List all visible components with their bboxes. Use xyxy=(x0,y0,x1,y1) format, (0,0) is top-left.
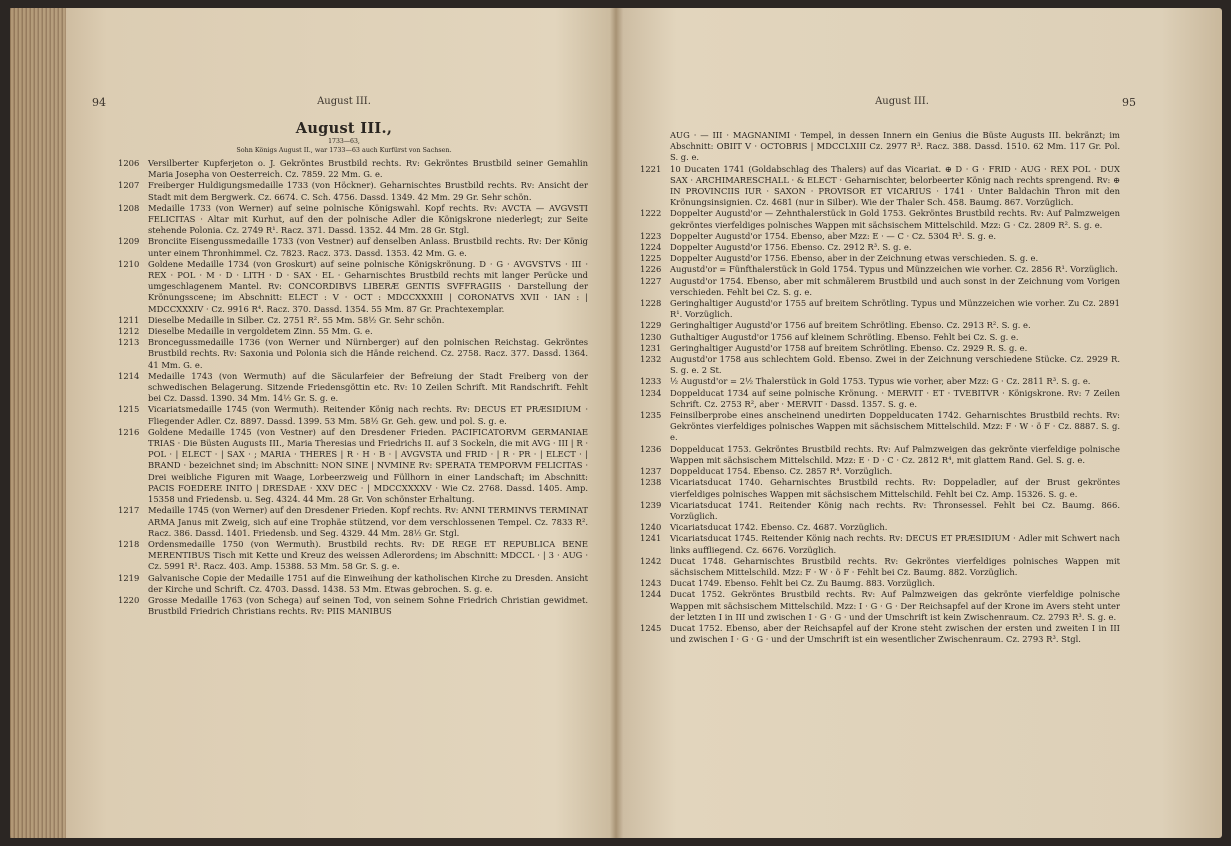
continued-entry-text: AUG · — III · MAGNANIMI · Tempel, in dessen Innern ein Genius die Büste Augusts III. bekränzt; im Abschnitt: OBIIT V · OCTOBRIS | MDCCLXIII Cz. 2977 R³. Racz. 388. Dassd. 1510. 62 Mm. 117 Gr. Pol. S. g. e. xyxy=(670,130,1120,163)
entry-text: 10 Ducaten 1741 (Goldabschlag des Thalers) auf das Vicariat. ⊕ D · G · FRID · AUG · REX POL · DUX SAX · ARCHIMARESCHALL · & ELECT · Geharnischter, belorbeerter König nach rechts sprengend. Rv: ⊕ IN PROVINCIIS IUR · SAXON · PROVISOR ET VICARIUS · 1741 · Unter Baldachin Thron mit den Krönungsinsignien. Cz. 4681 (nur in Silber). Wie der Thaler Sch. 458. Baumg. 867. Vorzüglich. xyxy=(670,163,1120,208)
catalogue-entry xyxy=(118,539,588,573)
entry-number: 1244 xyxy=(640,589,662,600)
entry-number: 1225 xyxy=(640,253,662,264)
entry-text: Ducat 1749. Ebenso. Fehlt bei Cz. Zu Baumg. 883. Vorzüglich. xyxy=(670,578,935,589)
catalogue-entry xyxy=(640,298,1120,320)
entry-number: 1222 xyxy=(640,208,662,219)
entry-number: 1218 xyxy=(118,538,140,549)
catalogue-entry xyxy=(640,533,1120,555)
catalogue-entry xyxy=(640,500,1120,522)
catalogue-entry xyxy=(640,376,1120,387)
section-title: August III., xyxy=(295,120,393,137)
entry-text: Broncegussmedaille 1736 (von Werner und Nürnberger) auf den polnischen Reichstag. Gekröntes Brustbild rechts. Rv: Saxonia und Polonia sich die Hände reichend. Cz. 2758. Racz. 377. Dassd. 1364. 41 Mm. G. e. xyxy=(148,337,588,370)
entry-number: 1221 xyxy=(640,163,662,174)
entry-text: Vicariatsducat 1740. Geharnischtes Brustbild rechts. Rv: Doppeladler, auf der Brust gekröntes vierfeldiges polnisches Wappen mit sächsischem Mittelschild. Fehlt bei Cz. Amp. 15326. S. g. e. xyxy=(670,477,1120,499)
catalogue-entry xyxy=(118,595,588,617)
entry-text: Ducat 1748. Geharnischtes Brustbild rechts. Rv: Gekröntes vierfeldiges polnisches Wappen mit sächsischem Mittelschild. Mzz: F · W · ö F · Fehlt bei Cz. Baumg. 882. Vorzüglich. xyxy=(670,555,1120,577)
entry-text: Freiberger Huldigungsmedaille 1733 (von Höckner). Geharnischtes Brustbild rechts. Rv: Ansicht der Stadt mit dem Bergwerk. Cz. 6674. C. Sch. 4756. Dassd. 1349. 42 Mm. 29 Gr. Sehr schön. xyxy=(148,180,588,202)
entry-number: 1216 xyxy=(118,426,140,437)
entry-text: Bronciite Eisengussmedaille 1733 (von Vestner) auf denselben Anlass. Brustbild rechts. Rv: Der König unter einem Thronhimmel. Cz. 7823. Racz. 373. Dassd. 1353. 42 Mm. G. e. xyxy=(148,236,588,258)
entry-number: 1215 xyxy=(118,404,140,415)
catalogue-entry xyxy=(640,343,1120,354)
catalogue-entry xyxy=(640,264,1120,275)
catalogue-entry xyxy=(118,337,588,371)
entry-text: Versilberter Kupferjeton o. J. Gekröntes Brustbild rechts. Rv: Gekröntes Brustbild seiner Gemahlin Maria Josepha von Oesterreich. Cz. 7859. 22 Mm. G. e. xyxy=(148,158,588,180)
entry-text: Medaille 1745 (von Werner) auf den Dresdener Frieden. Kopf rechts. Rv: ANNI TERMINVS TERMINAT ARMA Janus mit Zweig, sich auf eine Trophäe stützend, vor dem verschlossenen Tempel. Cz. 7833 R². Racz. 386. Dassd. 1401. Friedensb. und Seg. 4329. 44 Mm. 28½ Gr. Stgl. xyxy=(148,505,588,538)
catalogue-entry xyxy=(118,158,588,180)
left-page xyxy=(70,8,618,838)
entry-number: 1213 xyxy=(118,337,140,348)
entry-text: Medaille 1733 (von Werner) auf seine polnische Königswahl. Kopf rechts. Rv: AVCTA — AVGVSTI FELICITAS · Altar mit Kurhut, auf den der polnische Adler die Königskrone niederlegt; zur Seite stehende Polonia. Cz. 2749 R¹. Racz. 371. Dassd. 1352. 44 Mm. 28 Gr. Stgl. xyxy=(148,202,588,236)
entry-number: 1214 xyxy=(118,370,140,381)
entry-text: Doppelter Augustd'or 1756. Ebenso. Cz. 2912 R³. S. g. e. xyxy=(670,242,912,253)
entry-number: 1232 xyxy=(640,354,662,365)
entry-text: Doppelter Augustd'or 1754. Ebenso, aber Mzz: E · — C · Cz. 5304 R³. S. g. e. xyxy=(670,230,997,241)
entry-text: Galvanische Copie der Medaille 1751 auf die Einweihung der katholischen Kirche zu Dresden. Ansicht der Kirche und Schrift. Cz. 4703. Dassd. 1438. 53 Mm. Etwas gebrochen. S. g. e. xyxy=(148,572,588,594)
entry-number: 1243 xyxy=(640,578,662,589)
entry-text: Augustd'or = Fünfthalerstück in Gold 1754. Typus und Münzzeichen wie vorher. Cz. 2856 R¹. Vorzüglich. xyxy=(670,264,1118,275)
catalogue-entry xyxy=(118,236,588,258)
catalogue-entry xyxy=(640,556,1120,578)
entry-number: 1210 xyxy=(118,258,140,269)
entry-text: Vicariatsmedaille 1745 (von Wermuth). Reitender König nach rechts. Rv: DECUS ET PRÆSIDIUM · Fliegender Adler. Cz. 8897. Dassd. 1399. 53 Mm. 58½ Gr. Geh. gew. und pol. S. g. e. xyxy=(148,404,588,426)
catalogue-entry xyxy=(640,276,1120,298)
catalogue-entry xyxy=(640,466,1120,477)
entry-text: Dieselbe Medaille in Silber. Cz. 2751 R². 55 Mm. 58½ Gr. Sehr schön. xyxy=(148,314,445,325)
entry-number: 1209 xyxy=(118,236,140,247)
entry-text: Dieselbe Medaille in vergoldetem Zinn. 55 Mm. G. e. xyxy=(148,326,373,337)
catalogue-entry xyxy=(640,444,1120,466)
catalogue-entry xyxy=(640,477,1120,499)
entry-text: Doppelducat 1754. Ebenso. Cz. 2857 R⁴. Vorzüglich. xyxy=(670,466,893,477)
page-edges xyxy=(10,8,66,838)
entry-text: Doppelducat 1753. Gekröntes Brustbild rechts. Rv: Auf Palmzweigen das gekrönte vierfeldige polnische Wappen mit sächsischem Mittelschild. Mzz: E · D · C · Cz. 2812 R⁴, mit glattem Rand. Gel. S. g. e. xyxy=(670,443,1120,465)
entry-number: 1212 xyxy=(118,326,140,337)
entry-text: Guthaltiger Augustd'or 1756 auf kleinem Schrötling. Ebenso. Fehlt bei Cz. S. g. e. xyxy=(670,331,1019,342)
catalogue-entry xyxy=(118,573,588,595)
entry-text: Doppelter Augustd'or — Zehnthalerstück in Gold 1753. Gekröntes Brustbild rechts. Rv: Auf Palmzweigen gekröntes vierfeldiges polnisches Wappen mit sächsischem Mittelschild. Mzz: G · Cz. 2809 R². S. g. e. xyxy=(670,208,1120,230)
catalogue-entry xyxy=(640,589,1120,623)
entry-number: 1219 xyxy=(118,572,140,583)
catalogue-entry xyxy=(640,253,1120,264)
entry-number: 1241 xyxy=(640,533,662,544)
catalogue-entry xyxy=(118,259,588,315)
entry-number: 1217 xyxy=(118,505,140,516)
entry-number: 1228 xyxy=(640,298,662,309)
catalogue-entry xyxy=(640,208,1120,230)
catalogue-entry xyxy=(118,505,588,539)
catalogue-entry xyxy=(118,315,588,326)
catalogue-entry xyxy=(118,371,588,405)
entry-number: 1224 xyxy=(640,242,662,253)
entry-text: Ducat 1752. Gekröntes Brustbild rechts. Rv: Auf Palmzweigen das gekrönte vierfeldige polnische Wappen mit sächsischem Mittelschild. Mzz: I · G · G · Der Reichsapfel auf der Krone im Avers steht unter der letzten I in III und zwischen I · G · G · und der Umschrift ist kein Zwischenraum. Cz. 2793 R³. S. g. e. xyxy=(670,589,1120,622)
catalogue-entry xyxy=(640,578,1120,589)
entry-text: Augustd'or 1758 aus schlechtem Gold. Ebenso. Zwei in der Zeichnung verschiedene Stücke. Cz. 2929 R. S. g. e. 2 St. xyxy=(670,354,1120,376)
catalogue-entry xyxy=(640,231,1120,242)
entry-text: Ordensmedaille 1750 (von Wermuth). Brustbild rechts. Rv: DE REGE ET REPUBLICA BENE MERENTIBUS Tisch mit Kette und Kreuz des weissen Adlerordens; im Abschnitt: MDCCL · | 3 · AUG · Cz. 5991 R¹. Racz. 403. Amp. 15388. 53 Mm. 58 Gr. S. g. e. xyxy=(148,538,588,572)
entry-number: 1226 xyxy=(640,264,662,275)
catalogue-entry xyxy=(640,332,1120,343)
section-dates: 1733—63, xyxy=(328,138,360,145)
entry-number: 1234 xyxy=(640,387,662,398)
catalogue-entry xyxy=(118,404,588,426)
section-subtitle: Sohn Königs August II., war 1733—63 auch Kurfürst von Sachsen. xyxy=(236,146,452,154)
entry-text: ½ Augustd'or = 2½ Thalerstück in Gold 1753. Typus wie vorher, aber Mzz: G · Cz. 2811 R³. S. g. e. xyxy=(670,376,1091,387)
entry-number: 1235 xyxy=(640,410,662,421)
entry-number: 1236 xyxy=(640,443,662,454)
entry-text: Doppelducat 1734 auf seine polnische Krönung. · MERVIT · ET · TVEBITVR · Königskrone. Rv: 7 Zeilen Schrift. Cz. 2753 R², aber · MERVIT · Dassd. 1357. S. g. e. xyxy=(670,387,1120,409)
catalogue-entries xyxy=(640,130,1120,645)
entry-number: 1207 xyxy=(118,180,140,191)
catalogue-entry xyxy=(640,410,1120,444)
entry-number: 1238 xyxy=(640,477,662,488)
entry-number: 1231 xyxy=(640,342,662,353)
catalogue-entry xyxy=(640,320,1120,331)
catalogue-entries xyxy=(118,158,588,617)
entry-number: 1230 xyxy=(640,331,662,342)
right-page xyxy=(622,8,1214,838)
catalogue-entry xyxy=(640,522,1120,533)
entry-text: Medaille 1743 (von Wermuth) auf die Säcularfeier der Befreiung der Stadt Freiberg von der schwedischen Belagerung. Sitzende Friedensgöttin etc. Rv: 10 Zeilen Schrift. Mit Randschrift. Fehlt bei Cz. Dassd. 1390. 34 Mm. 14½ Gr. S. g. e. xyxy=(148,370,588,404)
catalogue-entry xyxy=(118,326,588,337)
entry-text: Geringhaltiger Augustd'or 1756 auf breitem Schrötling. Ebenso. Cz. 2913 R². S. g. e. xyxy=(670,320,1031,331)
page-number: 94 xyxy=(92,96,106,109)
entry-text: Ducat 1752. Ebenso, aber der Reichsapfel auf der Krone steht zwischen der ersten und zweiten I in III und zwischen I · G · G · und der Umschrift ist ein wesentlicher Zwischenraum. Cz. 2793 R³. Stgl. xyxy=(670,622,1120,645)
entry-text: Grosse Medaille 1763 (von Schega) auf seinen Tod, von seinem Sohne Friedrich Christian gewidmet. Brustbild Friedrich Christians rechts. Rv: PIIS MANIBUS xyxy=(148,594,588,617)
entry-number: 1245 xyxy=(640,622,662,633)
entry-number: 1233 xyxy=(640,376,662,387)
entry-number: 1208 xyxy=(118,202,140,213)
catalogue-entry xyxy=(118,427,588,505)
entry-number: 1229 xyxy=(640,320,662,331)
entry-text: Geringhaltiger Augustd'or 1755 auf breitem Schrötling. Typus und Münzzeichen wie vorher. Zu Cz. 2891 R¹. Vorzüglich. xyxy=(670,298,1120,320)
catalogue-entry xyxy=(640,242,1120,253)
entry-text: Geringhaltiger Augustd'or 1758 auf breitem Schrötling. Ebenso. Cz. 2929 R. S. g. e. xyxy=(670,342,1028,353)
entry-text: Vicariatsducat 1741. Reitender König nach rechts. Rv: Thronsessel. Fehlt bei Cz. Baumg. 866. Vorzüglich. xyxy=(670,499,1120,521)
entry-number: 1239 xyxy=(640,499,662,510)
entry-number: 1223 xyxy=(640,230,662,241)
entry-text: Goldene Medaille 1734 (von Groskurt) auf seine polnische Königskrönung. D · G · AVGVSTVS · III · REX · POL · M · D · LITH · D · SAX · EL · Geharnischtes Brustbild rechts mit langer Perücke und umgeschlagenem Mantel. Rv: CONCORDIBVS LIBERÆ GENTIS SVFFRAGIIS · Darstellung der Krönungsscene; im Abschnitt: ELECT : V · OCT : MDCCXXXIII | CORONATVS XVII · IAN : | MDCCXXXIV · Cz. 9916 R⁴. Racz. 370. Dassd. 1354. 55 Mm. 87 Gr. Prachtexemplar. xyxy=(148,258,588,314)
running-head: August III. xyxy=(875,96,929,107)
entry-text: Augustd'or 1754. Ebenso, aber mit schmälerem Brustbild und auch sonst in der Zeichnung vom Vorigen verschieden. Fehlt bei Cz. S. g. e. xyxy=(670,275,1120,297)
catalogue-entry xyxy=(640,623,1120,645)
entry-number: 1237 xyxy=(640,466,662,477)
entry-text: Goldene Medaille 1745 (von Vestner) auf den Dresdener Frieden. PACIFICATORVM GERMANIAE TRIAS · Die Büsten Augusts III., Maria Theresias und Friedrichs II. auf 3 Sockeln, die mit AVG · III | R · POL · | ELECT · | SAX · ; MARIA · THERES | R · H · B · | AVGVSTA und FRID · | R · PR · | ELECT · | BRAND · bezeichnet sind; im Abschnitt: NON SINE | NVMINE Rv: SPERATA TEMPORVM FELICITAS · Drei weibliche Figuren mit Waage, Lorbeerzweig und Füllhorn in einer Landschaft; im Abschnitt: PACIS FOEDERE INITO | DRESDAE · XXV DEC · | MDCCXXXXV · Wie Cz. 2768. Dassd. 1405. Amp. 15358 und Friedensb. u. Seg. 4324. 44 Mm. 28 Gr. Von schönster Erhaltung. xyxy=(148,426,588,505)
catalogue-entry xyxy=(118,203,588,237)
page-number: 95 xyxy=(1122,96,1136,109)
catalogue-entry xyxy=(640,164,1120,209)
catalogue-entry xyxy=(118,180,588,202)
entry-number: 1206 xyxy=(118,158,140,168)
catalogue-entry xyxy=(640,388,1120,410)
entry-text: Vicariatsducat 1745. Reitender König nach rechts. Rv: DECUS ET PRÆSIDIUM · Adler mit Schwert nach links auffliegend. Cz. 6676. Vorzüglich. xyxy=(670,533,1120,555)
book-spread xyxy=(10,8,1222,838)
entry-number: 1242 xyxy=(640,555,662,566)
entry-number: 1220 xyxy=(118,594,140,605)
entry-text: Vicariatsducat 1742. Ebenso. Cz. 4687. Vorzüglich. xyxy=(670,522,888,533)
entry-number: 1211 xyxy=(118,314,140,325)
entry-text: Doppelter Augustd'or 1756. Ebenso, aber in der Zeichnung etwas verschieden. S. g. e. xyxy=(670,253,1039,264)
catalogue-entry xyxy=(640,354,1120,376)
entry-text: Feinsilberprobe eines anscheinend unedirten Doppelducaten 1742. Geharnischtes Brustbild rechts. Rv: Gekröntes vierfeldiges polnisches Wappen mit sächsischem Mittelschild. Mzz: F · W · ö F · Cz. 8887. S. g. e. xyxy=(670,410,1120,443)
entry-number: 1240 xyxy=(640,522,662,533)
entry-number: 1227 xyxy=(640,275,662,286)
running-head: August III. xyxy=(317,96,371,107)
